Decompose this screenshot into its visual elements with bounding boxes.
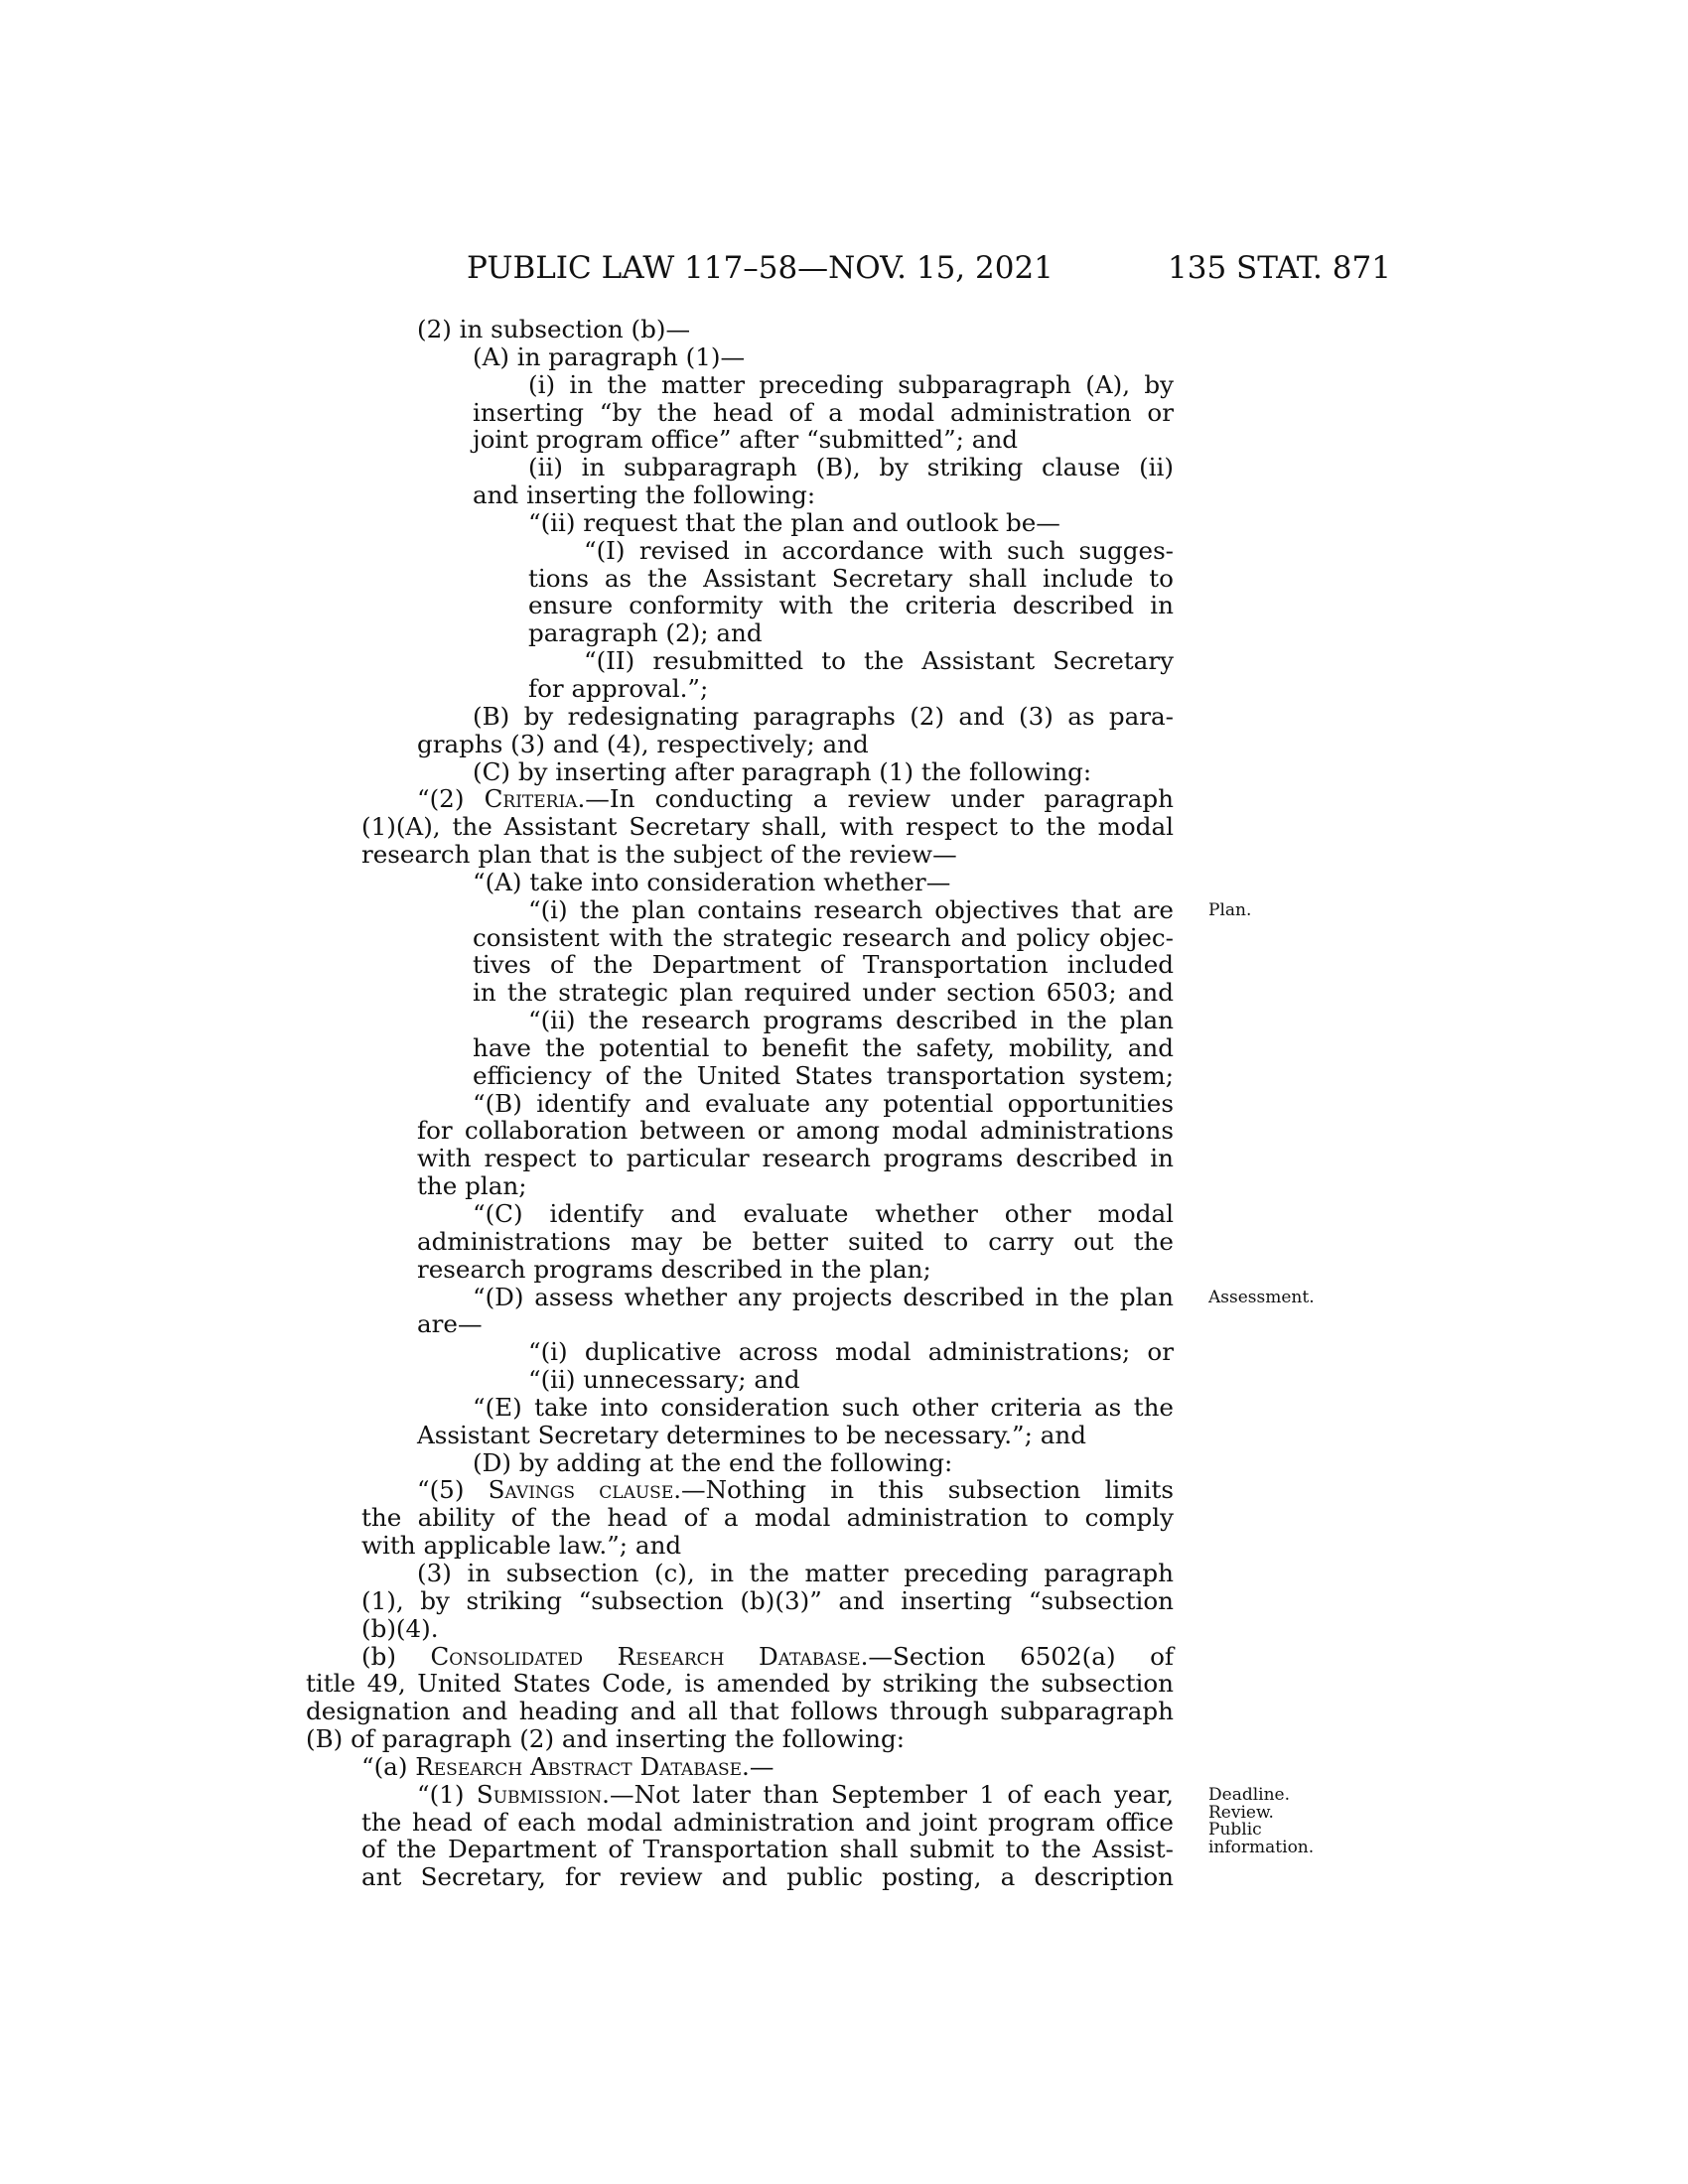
- section-heading: Submission: [476, 1779, 603, 1809]
- text-line: research programs described in the plan;: [417, 1254, 931, 1284]
- text-line: ensure conformity with the criteria described in: [528, 591, 1174, 620]
- text-line: in the strategic plan required under section 6503; and: [473, 978, 1174, 1008]
- margin-note: Plan.: [1208, 899, 1252, 920]
- text-segment: .—In conducting a review under paragraph: [577, 784, 1174, 814]
- text-line: ant Secretary, for review and public posting, a description: [361, 1862, 1174, 1892]
- text-line: “(I) revised in accordance with such sugges-: [584, 535, 1174, 565]
- text-line: “(ii) request that the plan and outlook be—: [528, 507, 1060, 537]
- text-line: (i) in the matter preceding subparagraph (A), by: [528, 369, 1174, 399]
- margin-note: Deadline. Review. Public information.: [1208, 1785, 1315, 1857]
- text-line: title 49, United States Code, is amended by striking the subsection: [306, 1669, 1174, 1699]
- section-heading: Consolidated Research Database: [430, 1641, 861, 1671]
- text-line: (B) of paragraph (2) and inserting the following:: [306, 1724, 906, 1754]
- text-line: (ii) in subparagraph (B), by striking clause (ii): [528, 453, 1174, 482]
- text-line: “(E) take into consideration such other criteria as the: [473, 1392, 1174, 1422]
- text-line: for approval.”;: [528, 673, 709, 703]
- section-heading: Savings clause: [488, 1475, 674, 1505]
- text-line: graphs (3) and (4), respectively; and: [417, 729, 869, 758]
- text-line: for collaboration between or among modal administrations: [417, 1116, 1174, 1146]
- text-line: “(i) duplicative across modal administrations; or: [528, 1337, 1174, 1367]
- text-line: with applicable law.”; and: [361, 1531, 682, 1561]
- text-line: (A) in paragraph (1)—: [473, 341, 746, 371]
- text-line: [361, 1753, 1174, 1781]
- text-line: tions as the Assistant Secretary shall include to: [528, 563, 1174, 593]
- text-segment: “(5): [417, 1475, 489, 1505]
- text-segment: “(2): [417, 784, 485, 814]
- text-line: (C) by inserting after paragraph (1) the following:: [473, 756, 1092, 786]
- text-line: [417, 785, 1174, 813]
- text-line: joint program office” after “submitted”; and: [473, 425, 1019, 455]
- text-line: (3) in subsection (c), in the matter preceding paragraph: [417, 1558, 1174, 1587]
- text-line: the plan;: [417, 1171, 527, 1201]
- section-heading: Research Abstract Database: [415, 1751, 743, 1781]
- text-line: designation and heading and all that follows through subparagraph: [306, 1697, 1174, 1726]
- text-line: have the potential to benefit the safety, mobility, and: [473, 1032, 1174, 1062]
- text-segment: .—Not later than September 1 of each year,: [602, 1779, 1175, 1809]
- text-segment: “(1): [417, 1779, 477, 1809]
- text-segment: .—: [742, 1751, 774, 1781]
- text-line: (b)(4).: [361, 1613, 439, 1643]
- text-line: and inserting the following:: [473, 480, 816, 510]
- text-line: the ability of the head of a modal administration to comply: [361, 1503, 1174, 1533]
- running-head-title: PUBLIC LAW 117–58—NOV. 15, 2021: [467, 250, 1054, 286]
- text-line: the head of each modal administration and joint program office: [361, 1807, 1174, 1837]
- text-line: “(C) identify and evaluate whether other modal: [473, 1199, 1174, 1228]
- section-heading: Criteria: [484, 784, 578, 814]
- text-line: efficiency of the United States transportation system;: [473, 1060, 1174, 1090]
- text-line: paragraph (2); and: [528, 618, 763, 648]
- text-line: administrations may be better suited to carry out the: [417, 1226, 1174, 1256]
- text-segment: .—Section 6502(a) of: [860, 1641, 1174, 1671]
- text-segment: “(a): [361, 1751, 416, 1781]
- text-line: Assistant Secretary determines to be necessary.”; and: [417, 1420, 1086, 1449]
- text-line: research plan that is the subject of the review—: [361, 840, 957, 870]
- page-number: 135 STAT. 871: [1168, 250, 1391, 286]
- text-line: are—: [417, 1309, 483, 1339]
- text-line: tives of the Department of Transportation included: [473, 950, 1174, 980]
- text-line: (1)(A), the Assistant Secretary shall, with respect to the modal: [361, 812, 1174, 842]
- text-line: (B) by redesignating paragraphs (2) and (3) as para-: [473, 701, 1174, 731]
- text-line: (D) by adding at the end the following:: [473, 1447, 953, 1477]
- text-line: “(ii) unnecessary; and: [528, 1365, 800, 1395]
- text-line: [361, 1643, 1174, 1671]
- text-segment: .—Nothing in this subsection limits: [673, 1475, 1174, 1505]
- text-line: “(ii) the research programs described in the plan: [528, 1006, 1174, 1035]
- text-line: “(i) the plan contains research objectives that are: [528, 894, 1174, 924]
- text-line: (2) in subsection (b)—: [417, 315, 691, 343]
- text-line: inserting “by the head of a modal administration or: [473, 397, 1174, 427]
- text-line: [417, 1781, 1174, 1809]
- text-line: “(II) resubmitted to the Assistant Secretary: [584, 646, 1174, 676]
- text-line: “(D) assess whether any projects described in the plan: [473, 1282, 1174, 1311]
- text-line: “(A) take into consideration whether—: [473, 867, 951, 896]
- text-line: (1), by striking “subsection (b)(3)” and inserting “subsection: [361, 1585, 1174, 1615]
- text-line: “(B) identify and evaluate any potential opportunities: [473, 1088, 1174, 1118]
- statute-body-text: [306, 315, 1175, 1892]
- text-line: with respect to particular research programs described in: [417, 1144, 1174, 1173]
- text-line: consistent with the strategic research and policy objec-: [473, 922, 1174, 952]
- text-segment: (b): [361, 1641, 431, 1671]
- text-line: of the Department of Transportation shall submit to the Assist-: [361, 1835, 1174, 1864]
- text-line: [417, 1476, 1174, 1504]
- margin-note: Assessment.: [1208, 1287, 1315, 1307]
